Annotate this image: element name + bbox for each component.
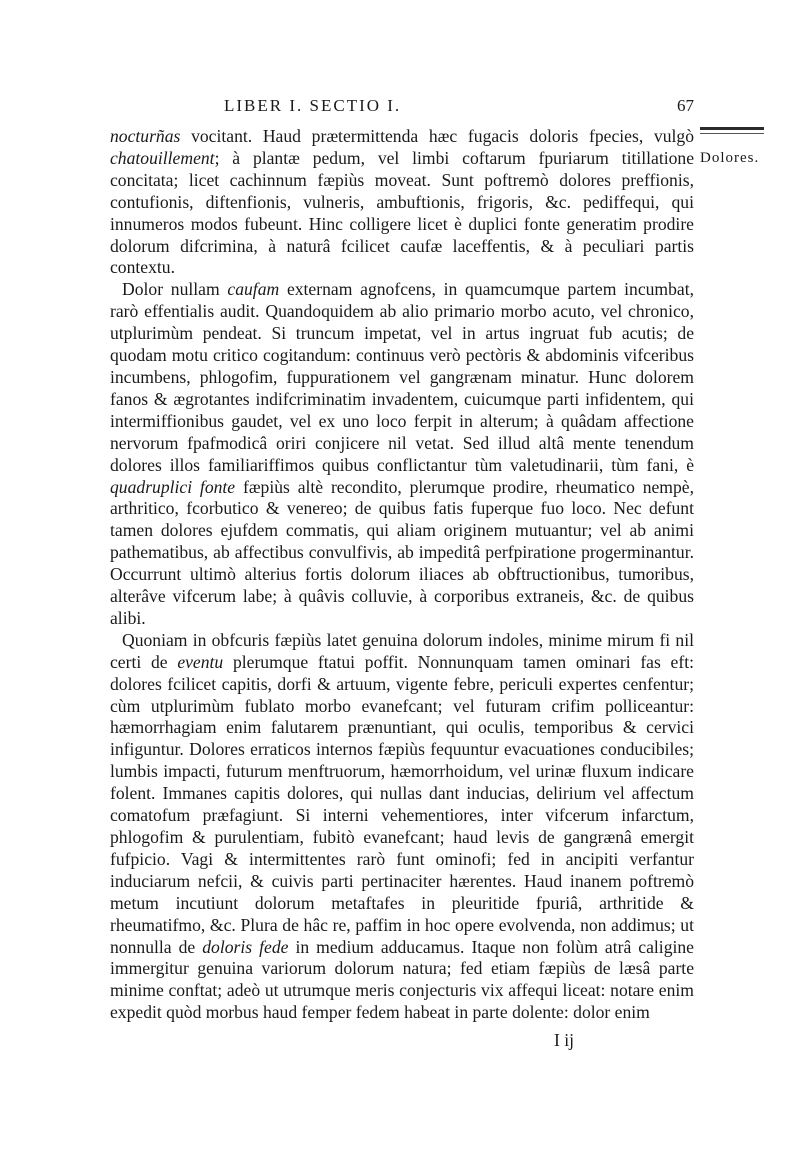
page-number: 67 bbox=[677, 96, 694, 115]
text-run: externam agnofcens, in quamcumque partem incumbat, rarò effentialis audit. Quandoquidem ab alio primario morbo acuto, vel chronico, utplurimùm pendeat. Si truncum impetat, vel in artus ingruat fub acutis; de quodam motu critico cogitandum: continuus verò pectòris & abdominis vifceribus incumbens, phlogofim, fuppurationem vel gangrænam minatur. Hunc dolorem fanos & ægrotantes indifcriminatim invadentem, cuicumque parti infidentem, qui intermiffionibus gaudet, vel ex uno loco ferpit in alterum; à quâdam affectione nervorum fpafmodicâ oriri conjicere nil vetat. Sed illud altâ mente tenendum dolores illos familiariffimos quibus conflictantur tùm valetudinarii, tùm fani, è bbox=[110, 279, 694, 475]
body-text bbox=[110, 126, 694, 1024]
text-run: vocitant. Haud prætermittenda hæc fugacis doloris fpecies, vulgò bbox=[180, 126, 694, 146]
text-run: fæpiùs altè recondito, plerumque prodire, rheumatico nempè, arthritico, fcorbutico & venereo; de quibus fatis fuperque fuo loco. Nec defunt tamen dolores ejufdem commatis, qui aliam originem mutuantur; vel ab animi pathematibus, ab affectibus convulfivis, ab impeditâ perfpiratione progerminantur. Occurrunt ultimò alterius fortis dolorum iliaces ab obftructionibus, tumoribus, alterâve vifcerum labe; à quâvis colluvie, à corporibus extraneis, &c. de quibus alibi. bbox=[110, 476, 694, 628]
text-run: plerumque ftatui poffit. Nonnunquam tamen ominari fas eft: dolores fcilicet capitis, dorfi & artuum, vigente febre, periculi expertes cenfentur; cùm utplurimùm fublato morbo evanefcant; vel futuram crifim polliceantur: hæmorrhagiam enim falutarem prænuntiant, qui oculis, temporibus & cervici infiguntur. Dolores erraticos internos fæpiùs fequuntur evacuationes conducibiles; lumbis impacti, futurum menftruorum, hæmorrhoidum, vel urinæ fluxum indicare folent. Immanes capitis dolores, qui nullas dant inducias, delirium vel affectum comatofum præfagiunt. Si interni vehementiores, inter vifcerum infarctum, phlogofim & purulentiam, fubitò evanefcant; haud levis de gangrænâ emergit fufpicio. Vagi & intermittentes rarò funt ominofi; fed in ancipiti verfantur induciarum nefcii, & cuivis parti pertinaciter hærentes. Haud inanem poftremò metum incutiunt dolorum metaftafes in pleuritide fpuriâ, arthritide & rheumatifmo, &c. Plura de hâc re, paffim in hoc opere evolvenda, non addimus; ut nonnulla de bbox=[110, 651, 695, 957]
signature-mark: I ij bbox=[554, 1030, 575, 1050]
text-run: in medium adducamus. Itaque non folùm atrâ caligine immergitur genuina variorum dolorum natura; fed etiam fæpiùs de læsâ parte minime conftat; adeò ut utrumque meris conjecturis vix affequi liceat: notare enim expedit quòd morbus haud femper fedem habeat in parte dolente: dolor enim bbox=[110, 936, 694, 1023]
marginal-note: Dolores. bbox=[700, 150, 760, 166]
paragraph-p1 bbox=[110, 126, 694, 279]
text-run: ; à plantæ pedum, vel limbi coftarum fpuriarum titillatione concitata; licet cachinnum fæpiùs moveat. Sunt poftremò dolores preffionis, contufionis, diftenfionis, vulneris, ambuftionis, frigoris, &c. pediffequi, qui innumeros modos fubeunt. Hinc colligere licet è duplici fonte generatim prodire dolorum difcrimina, à naturâ fcilicet caufæ laceffentis, & à peculiari partis contextu. bbox=[110, 147, 694, 278]
italic-term: eventu bbox=[177, 651, 224, 672]
italic-term: quadruplici fonte bbox=[110, 476, 236, 497]
text-run: Quoniam in obfcuris fæpiùs latet genuina dolorum indoles, minime mirum fi nil certi de bbox=[110, 629, 694, 672]
paragraph-p2 bbox=[110, 279, 694, 630]
text-run: Dolor nullam bbox=[122, 279, 228, 300]
italic-term: chatouillement bbox=[110, 147, 215, 168]
paragraph-p3 bbox=[110, 630, 694, 1024]
marginal-rule bbox=[700, 127, 764, 130]
italic-term: nocturñas bbox=[110, 126, 181, 146]
marginal-rule-thin bbox=[700, 133, 764, 134]
page-header bbox=[224, 96, 694, 126]
italic-term: doloris fede bbox=[202, 936, 289, 957]
running-head: LIBER I. SECTIO I. bbox=[224, 96, 402, 115]
italic-term: caufam bbox=[227, 279, 280, 300]
